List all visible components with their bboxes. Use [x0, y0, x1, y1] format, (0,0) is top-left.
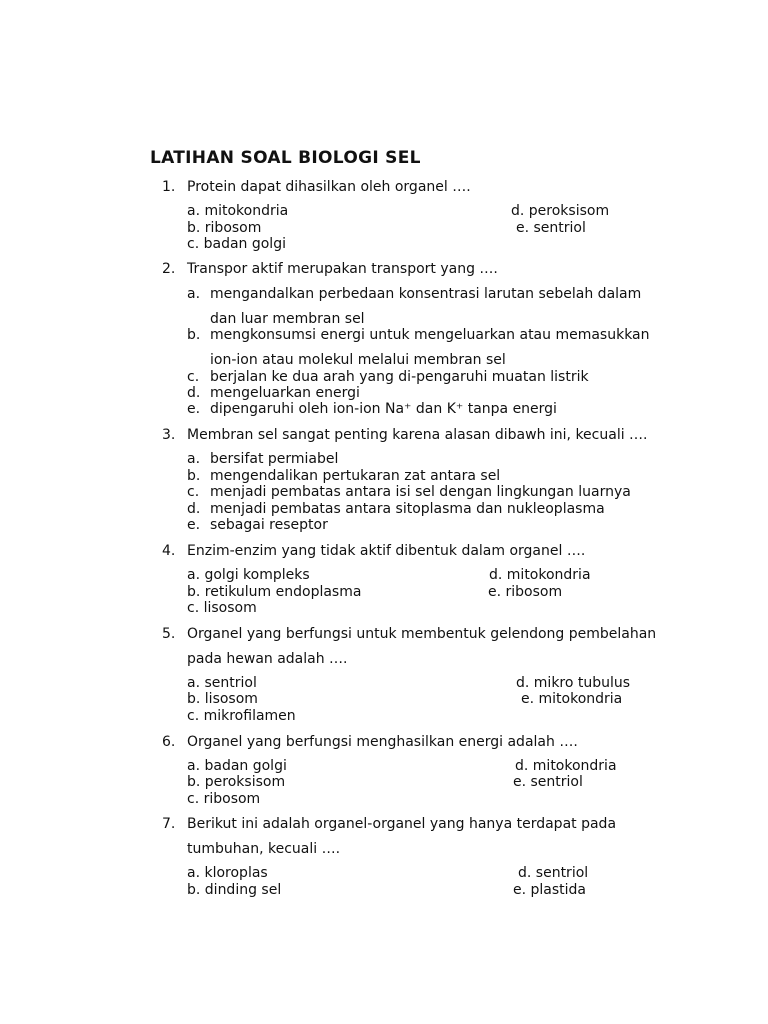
option-text: dipengaruhi oleh ion-ion Na⁺ dan K⁺ tanpa energi	[210, 401, 557, 417]
option-letter: b.	[187, 327, 201, 343]
option-a: a. badan golgi	[187, 758, 287, 774]
option-letter: a.	[187, 286, 201, 302]
option-d: d. mikro tubulus	[516, 675, 631, 691]
option-c: c. badan golgi	[187, 236, 286, 252]
question-number: 2.	[162, 261, 176, 277]
option-text: berjalan ke dua arah yang di-pengaruhi muatan listrik	[210, 369, 589, 385]
question-text-continued: pada hewan adalah ….	[187, 651, 348, 667]
question-text: Transpor aktif merupakan transport yang ….	[187, 261, 498, 277]
document-title: LATIHAN SOAL BIOLOGI SEL	[150, 148, 421, 168]
option-a: a. kloroplas	[187, 865, 268, 881]
option-d: d. sentriol	[518, 865, 589, 881]
option-b: b. retikulum endoplasma	[187, 584, 362, 600]
option-e: e. ribosom	[488, 584, 563, 600]
question-number: 7.	[162, 816, 176, 832]
option-e: e. mitokondria	[521, 691, 623, 707]
option-text-continued: ion-ion atau molekul melalui membran sel	[210, 352, 506, 368]
option-b: b. dinding sel	[187, 882, 282, 898]
option-text: sebagai reseptor	[210, 517, 328, 533]
question-text: Membran sel sangat penting karena alasan dibawh ini, kecuali ….	[187, 427, 648, 443]
question-text: Organel yang berfungsi menghasilkan energi adalah ….	[187, 734, 578, 750]
question-number: 3.	[162, 427, 176, 443]
option-letter: d.	[187, 385, 201, 401]
option-a: a. golgi kompleks	[187, 567, 310, 583]
option-letter: d.	[187, 501, 201, 517]
option-text: menjadi pembatas antara sitoplasma dan nukleoplasma	[210, 501, 605, 517]
question-number: 6.	[162, 734, 176, 750]
option-text: mengeluarkan energi	[210, 385, 360, 401]
option-a: a. sentriol	[187, 675, 257, 691]
option-e: e. sentriol	[516, 220, 586, 236]
option-b: b. ribosom	[187, 220, 262, 236]
option-text-continued: dan luar membran sel	[210, 311, 365, 327]
option-e: e. sentriol	[513, 774, 583, 790]
option-d: d. mitokondria	[489, 567, 591, 583]
option-d: d. mitokondria	[515, 758, 617, 774]
option-text: mengkonsumsi energi untuk mengeluarkan atau memasukkan	[210, 327, 650, 343]
question-text: Enzim-enzim yang tidak aktif dibentuk dalam organel ….	[187, 543, 586, 559]
question-text: Berikut ini adalah organel-organel yang hanya terdapat pada	[187, 816, 617, 832]
option-letter: e.	[187, 517, 201, 533]
option-c: c. lisosom	[187, 600, 257, 616]
question-number: 4.	[162, 543, 176, 559]
question-text-continued: tumbuhan, kecuali ….	[187, 841, 341, 857]
option-text: bersifat permiabel	[210, 451, 339, 467]
option-e: e. plastida	[513, 882, 587, 898]
option-letter: b.	[187, 468, 201, 484]
option-c: c. ribosom	[187, 791, 261, 807]
option-c: c. mikrofilamen	[187, 708, 296, 724]
option-letter: e.	[187, 401, 201, 417]
option-letter: c.	[187, 369, 200, 385]
option-text: mengendalikan pertukaran zat antara sel	[210, 468, 501, 484]
option-text: menjadi pembatas antara isi sel dengan lingkungan luarnya	[210, 484, 631, 500]
option-a: a. mitokondria	[187, 203, 289, 219]
question-number: 1.	[162, 179, 176, 195]
option-letter: c.	[187, 484, 200, 500]
option-d: d. peroksisom	[511, 203, 610, 219]
question-number: 5.	[162, 626, 176, 642]
question-text: Protein dapat dihasilkan oleh organel ….	[187, 179, 471, 195]
option-text: mengandalkan perbedaan konsentrasi larutan sebelah dalam	[210, 286, 642, 302]
question-text: Organel yang berfungsi untuk membentuk gelendong pembelahan	[187, 626, 657, 642]
option-letter: a.	[187, 451, 201, 467]
option-b: b. peroksisom	[187, 774, 286, 790]
option-b: b. lisosom	[187, 691, 258, 707]
